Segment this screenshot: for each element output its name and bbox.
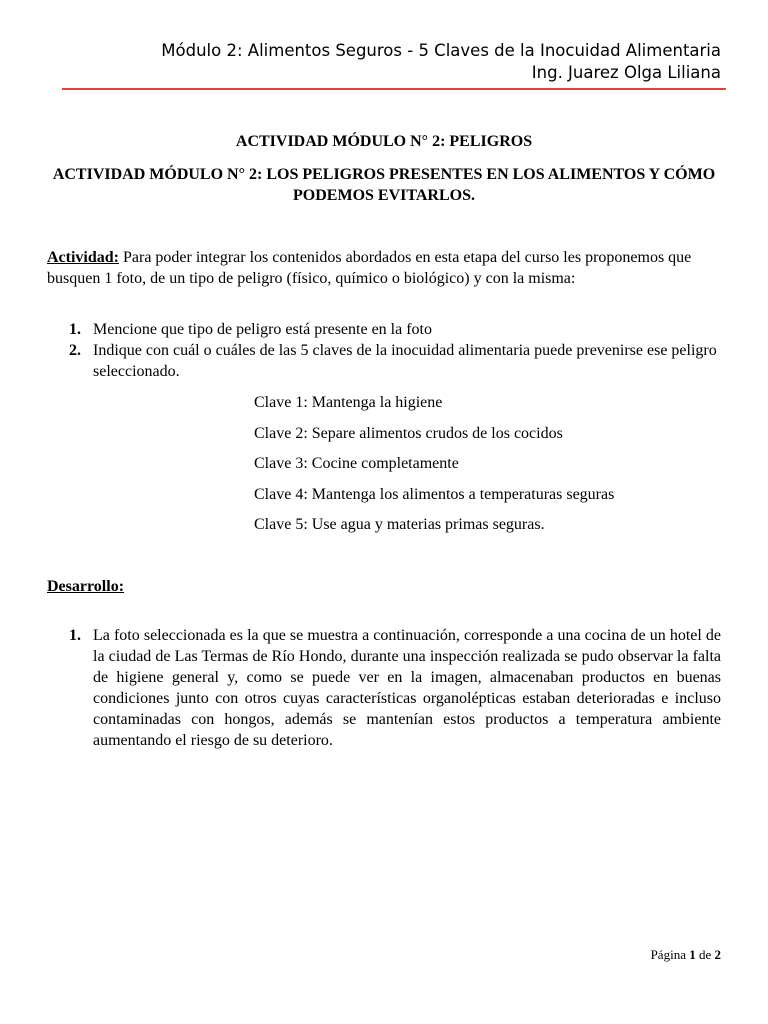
footer-page-word: Página [650,947,686,962]
desarrollo-list [47,625,721,751]
list-number: 1. [69,627,81,644]
clave-item: Clave 2: Separe alimentos crudos de los cocidos [254,424,563,442]
activity-text: Para poder integrar los contenidos abordados en esta etapa del curso les proponemos que busquen 1 foto, de un tipo de peligro (físico, químico o biológico) y con la misma: [47,249,692,287]
page-footer [651,947,721,963]
list-text: La foto seleccionada es la que se muestra a continuación, corresponde a una cocina de un hotel de la ciudad de Las Termas de Río Hondo, durante una inspección realizada se pudo observar la falta de higiene general y, como se puede ver en la imagen, almacenaban productos en buenas condiciones junto con otros cuyas características organolépticas estaban deterioradas e incluso contaminadas con hongos, además se mantenían estos productos a temperatura ambiente aumentando el riesgo de su deterioro. [93,627,721,749]
list-number: 2. [69,342,81,359]
desarrollo-heading: Desarrollo: [47,578,125,595]
list-item [47,319,727,340]
activity-subtitle: ACTIVIDAD MÓDULO N° 2: LOS PELIGROS PRESENTES EN LOS ALIMENTOS Y CÓMO PODEMOS EVITARLOS. [52,166,716,204]
list-text: Indique con cuál o cuáles de las 5 claves de la inocuidad alimentaria puede prevenirse ese peligro seleccionado. [93,342,717,380]
clave-item: Clave 4: Mantenga los alimentos a temperaturas seguras [254,485,615,503]
clave-item: Clave 5: Use agua y materias primas seguras. [254,516,545,533]
list-text: Mencione que tipo de peligro está presente en la foto [93,321,432,338]
activity-label: Actividad: [47,249,119,266]
page-header [161,40,721,84]
list-item [47,625,721,751]
list-number: 1. [69,321,81,338]
clave-item: Clave 3: Cocine completamente [254,455,459,472]
footer-total-pages: 2 [714,947,721,962]
clave-item: Clave 1: Mantenga la higiene [254,394,443,411]
footer-current-page: 1 [689,947,696,962]
list-item [47,340,727,382]
header-course-title: Módulo 2: Alimentos Seguros - 5 Claves de la Inocuidad Alimentaria [161,41,721,60]
footer-of-word: de [698,947,712,962]
header-divider [62,88,726,90]
activity-title: ACTIVIDAD MÓDULO N° 2: PELIGROS [235,133,533,150]
claves-list [254,392,614,545]
task-list [47,319,727,382]
header-author: Ing. Juarez Olga Liliana [531,63,721,82]
activity-paragraph [47,247,727,289]
